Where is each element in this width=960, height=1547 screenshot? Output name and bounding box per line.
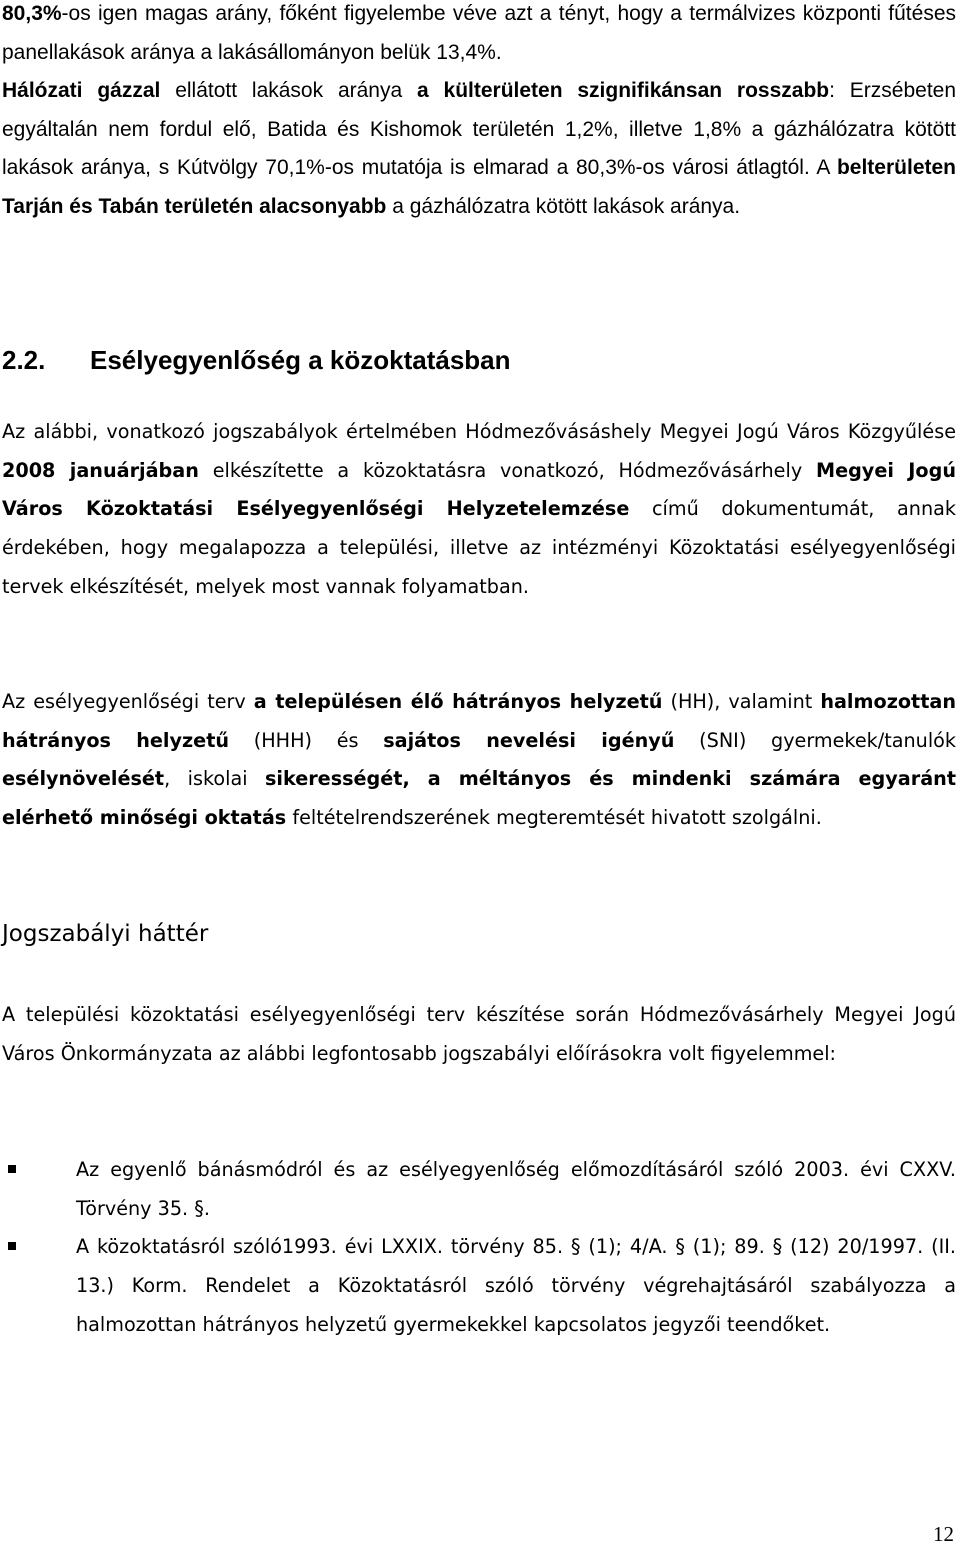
intro-paragraph-2 — [2, 72, 956, 226]
list-item — [0, 1228, 956, 1344]
bold-text: Megyei Jogú Város Közoktatási Esélyegyenlőségi Helyzetelemzése — [2, 458, 956, 521]
bold-text: Hálózati gázzal — [2, 79, 161, 102]
bold-text: 2008 januárjában — [2, 458, 199, 482]
body-text: című dokumentumát, annak érdekében, hogy megalapozza a települési, illetve az intézményi Közoktatási esélyegyenlőségi tervek elkészítését, melyek most vannak folyamatban. — [2, 497, 956, 598]
body-text: , iskolai — [164, 767, 265, 791]
bold-text: halmozottan hátrányos helyzetű — [2, 690, 956, 752]
section-heading — [2, 344, 511, 376]
bold-text: a településen élő hátrányos helyzetű — [253, 690, 663, 713]
intro-paragraph-1 — [2, 0, 956, 72]
section-title: Esélyegyenlőség a közoktatásban — [90, 345, 511, 375]
list-item-text: Az egyenlő bánásmódról és az esélyegyenlőség előmozdításáról szóló 2003. évi CXXV. Törvény 35. §. — [76, 1158, 956, 1220]
bold-text: sikerességét, a méltányos és mindenki számára egyaránt elérhető minőségi oktatás — [2, 767, 956, 830]
body-text: feltételrendszerének megteremtését hivatott szolgálni. — [286, 806, 822, 830]
page-number: 12 — [933, 1522, 954, 1546]
body-text: elkészítette a közoktatásra vonatkozó, Hódmezővásárhely — [198, 458, 816, 482]
regulation-list — [0, 1151, 956, 1345]
bold-text: esélynövelését — [2, 767, 165, 791]
paragraph-legal-basis — [2, 413, 956, 607]
body-text: -os igen magas arány, főként figyelembe véve azt a tényt, hogy a termálvizes központi fűtéses panellakások aránya a lakásállományon belük 13,4%. — [2, 2, 956, 64]
bullet-square-icon — [8, 1242, 16, 1250]
bold-text: a külterületen szignifikánsan rosszabb — [417, 79, 830, 102]
section-number: 2.2. — [2, 345, 46, 375]
paragraph-plan-goal — [2, 683, 956, 838]
body-text: ellátott lakások aránya — [160, 79, 417, 102]
bold-text: belterületen Tarján és Tabán területén alacsonyabb — [2, 156, 956, 218]
list-item-text: A közoktatásról szóló1993. évi LXXIX. törvény 85. § (1); 4/A. § (1); 89. § (12) 20/1997. (II. 13.) Korm. Rendelet a Közoktatásról szóló törvény végrehajtásáról szabályozza a halmozottan hátrányos helyzetű gyermekekkel kapcsolatos jegyzői teendőket. — [76, 1235, 956, 1336]
body-text: a gázhálózatra kötött lakások aránya. — [386, 194, 741, 218]
bold-text: 80,3% — [2, 2, 62, 25]
bold-text: sajátos nevelési igényű — [383, 728, 675, 752]
body-text: : Erzsébeten egyáltalán nem fordul elő, Batida és Kishomok területén 1,2%, illetve 1,8% a gázhálózatra kötött lakások aránya, s Kútvölgy 70,1%-os mutatója is elmarad a 80,3%-os városi átlagtól. A — [2, 79, 957, 179]
list-item — [0, 1151, 956, 1228]
body-text: Az alábbi, vonatkozó jogszabályok értelmében Hódmezővásáshely Megyei Jogú Város Közgyűlése — [2, 420, 956, 443]
paragraph-regulations-intro: A települési közoktatási esélyegyenlőségi terv készítése során Hódmezővásárhely Megyei Jogú Város Önkormányzata az alábbi legfontosabb jogszabályi előírásokra volt figyelemmel: — [2, 1003, 956, 1065]
body-text: (SNI) gyermekek/tanulók — [674, 728, 957, 752]
body-text: Az esélyegyenlőségi terv — [2, 690, 254, 713]
bullet-square-icon — [8, 1165, 16, 1173]
subheading: Jogszabályi háttér — [2, 921, 209, 947]
body-text: (HHH) és — [229, 728, 384, 752]
body-text: (HH), valamint — [662, 690, 821, 713]
